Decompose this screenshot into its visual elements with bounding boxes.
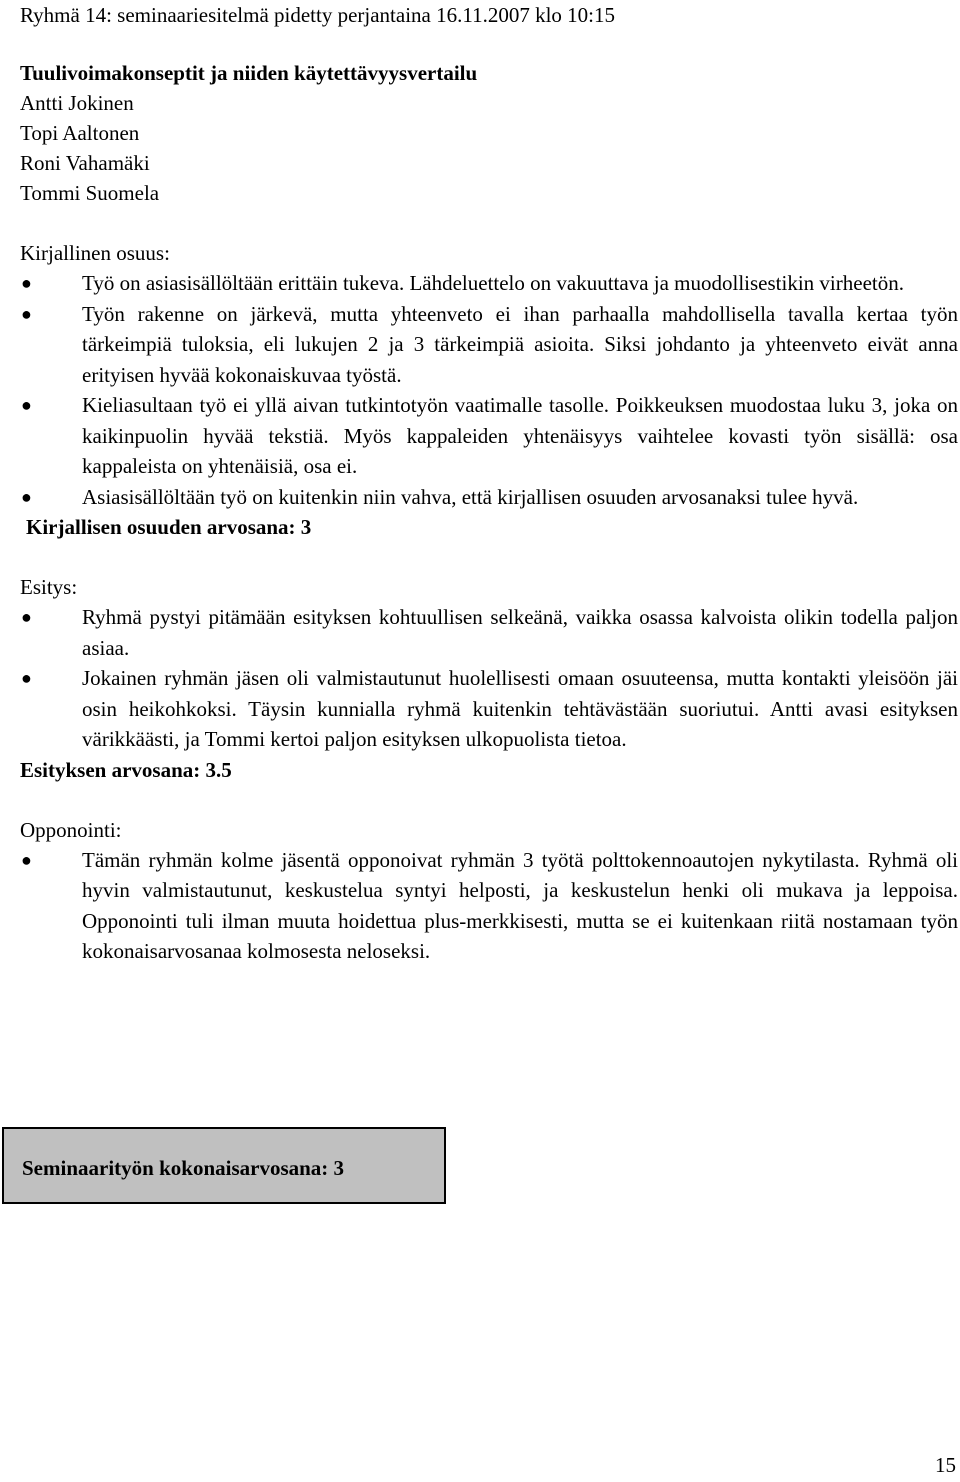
list-item <box>20 845 958 967</box>
list-item-text: Työn rakenne on järkevä, mutta yhteenveto ei ihan parhaalla mahdollisella tavalla kertaa työn tärkeimpiä tuloksia, eli lukujen 2 ja 3 tärkeimpiä asioita. Siksi johdanto ja yhteenveto eivät anna erityisen hyvää kokonaiskuvaa työstä. <box>82 301 958 387</box>
document-page <box>20 0 958 967</box>
list-item-text: Ryhmä pystyi pitämään esityksen kohtuullisen selkeänä, vaikka osassa kalvoista olikin todella paljon asiaa. <box>82 605 958 660</box>
spacer <box>20 208 958 238</box>
list-item-text: Työ on asiasisällöltään erittäin tukeva. Lähdeluettelo on vakuuttava ja muodollisestikin virheetön. <box>82 271 904 295</box>
written-grade: Kirjallisen osuuden arvosana: 3 <box>26 515 312 539</box>
list-item <box>20 602 958 663</box>
page-number: 15 <box>935 1453 956 1477</box>
presentation-grade: Esityksen arvosana: 3.5 <box>20 757 232 782</box>
bullet-icon: ● <box>21 607 32 627</box>
final-grade-text: Seminaarityön kokonaisarvosana: 3 <box>22 1156 345 1180</box>
author-name: Roni Vahamäki <box>20 151 150 175</box>
written-bullet-list <box>20 268 958 512</box>
list-item <box>20 663 958 755</box>
presentation-bullet-list <box>20 602 958 755</box>
author-name: Antti Jokinen <box>20 91 134 115</box>
list-item <box>20 390 958 482</box>
bullet-icon: ● <box>21 668 32 688</box>
list-item <box>20 299 958 391</box>
bullet-icon: ● <box>21 486 32 507</box>
presentation-section-heading: Esitys: <box>20 575 78 599</box>
bullet-icon: ● <box>21 849 32 870</box>
bullet-icon: ● <box>21 273 32 293</box>
bullet-icon: ● <box>21 395 32 415</box>
author-name: Topi Aaltonen <box>20 121 140 145</box>
bullet-icon: ● <box>21 303 32 324</box>
meeting-line: Ryhmä 14: seminaariesitelmä pidetty perjantaina 16.11.2007 klo 10:15 <box>20 3 616 27</box>
list-item-text: Kieliasultaan työ ei yllä aivan tutkintotyön vaatimalle tasolle. Poikkeuksen muodostaa luku 3, joka on kaikinpuolin hyvää tekstiä. Myös kappaleiden yhtenäisyys vaihtelee kovasti työn sisällä: osa kappaleista on yhtenäisiä, osa ei. <box>82 393 958 478</box>
opposition-section-heading: Opponointi: <box>20 817 122 842</box>
list-item-text: Jokainen ryhmän jäsen oli valmistautunut huolellisesti omaan osuuteensa, mutta kontakti yleisöön jäi osin heikohkoksi. Täysin kunnialla ryhmä kuitenkin tehtävästään suoriutui. Antti avasi esityksen värikkäästi, ja Tommi kertoi paljon esityksen ulkopuolista tietoa. <box>82 666 958 751</box>
list-item-text: Tämän ryhmän kolme jäsentä opponoivat ryhmän 3 työtä polttokennoautojen nykytilasta. Ryhmä oli hyvin valmistautunut, keskustelua syntyi helposti, ja keskustelun henki oli mukava ja leppoisa. Opponointi tuli ilman muuta hoidettua plus-merkkisesti, mutta se ei kuitenkaan riitä nostamaan työn kokonaisarvosanaa kolmosesta neloseksi. <box>82 847 958 963</box>
spacer <box>20 30 958 60</box>
list-item <box>20 268 958 299</box>
document-title: Tuulivoimakonseptit ja niiden käytettävyysvertailu <box>20 61 478 85</box>
opposition-bullet-list <box>20 845 958 967</box>
author-name: Tommi Suomela <box>20 181 160 205</box>
final-grade-box <box>2 1127 446 1204</box>
list-item <box>20 482 958 513</box>
spacer <box>20 542 958 572</box>
list-item-text: Asiasisällöltään työ on kuitenkin niin vahva, että kirjallisen osuuden arvosanaksi tulee hyvä. <box>82 484 859 509</box>
spacer <box>20 785 958 815</box>
written-section-heading: Kirjallinen osuus: <box>20 241 170 265</box>
